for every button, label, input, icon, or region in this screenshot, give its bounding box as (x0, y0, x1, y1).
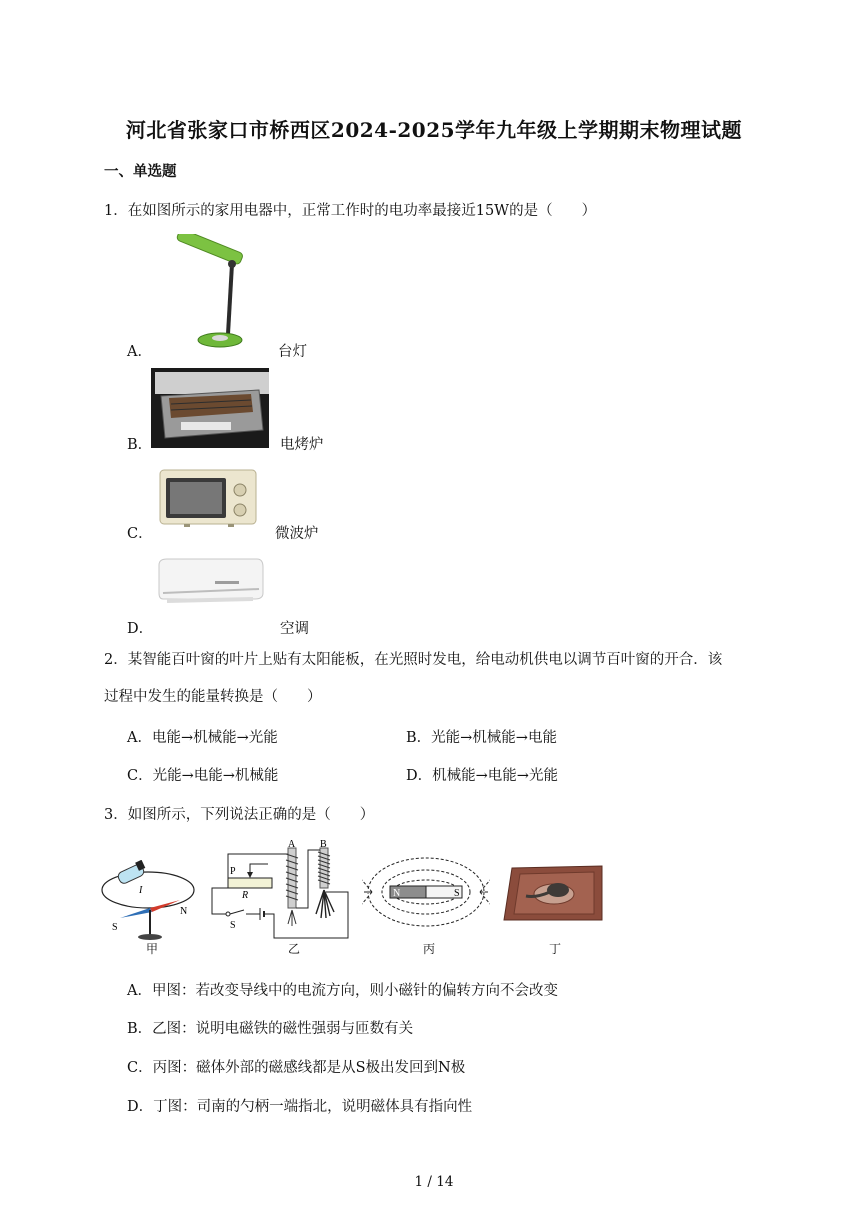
page-number: 1 / 14 (414, 1174, 454, 1190)
figure-yi-electromagnet-circuit (208, 840, 353, 940)
q3-option-d: D．丁图：司南的勺柄一端指北，说明磁体具有指向性 (127, 1099, 473, 1115)
q1-option-a-text: 台灯 (278, 344, 307, 360)
q2-option-b: B．光能→机械能→电能 (406, 730, 557, 746)
question-2-stem-line2: 过程中发生的能量转换是（ ） (104, 689, 322, 705)
q3-option-b: B．乙图：说明电磁铁的磁性强弱与匝数有关 (127, 1021, 414, 1037)
microwave-image (158, 468, 258, 528)
electric-grill-image (151, 368, 269, 448)
page-title: 河北省张家口市桥西区2024-2025学年九年级上学期期末物理试题 (125, 118, 743, 142)
q1-option-d-label: D． (127, 621, 154, 637)
label-a: A (288, 840, 296, 850)
q1-option-a-label: A． (127, 344, 152, 360)
section-heading: 一、单选题 (104, 163, 177, 180)
q2-option-d: D．机械能→电能→光能 (406, 768, 558, 784)
q1-option-c-label: C． (127, 526, 153, 542)
figure-bing-caption: 丙 (423, 942, 436, 956)
figure-ding-sinan-compass (498, 862, 608, 924)
label-magnet-n: N (393, 888, 401, 899)
q2-option-a: A．电能→机械能→光能 (127, 730, 278, 746)
question-1-stem: 1．在如图所示的家用电器中，正常工作时的电功率最接近15W的是（ ） (104, 203, 597, 219)
desk-lamp-image (168, 234, 248, 352)
label-r: R (242, 890, 249, 901)
figure-bing-bar-magnet-field (362, 850, 490, 938)
air-conditioner-image (153, 555, 265, 613)
label-switch-s: S (230, 920, 236, 931)
label-north: N (180, 906, 188, 917)
q1-option-b-text: 电烤炉 (280, 437, 324, 453)
figure-jia-caption: 甲 (146, 942, 159, 956)
question-3-stem: 3．如图所示，下列说法正确的是（ ） (104, 807, 375, 823)
q3-option-c: C．丙图：磁体外部的磁感线都是从S极出发回到N极 (127, 1060, 466, 1076)
q1-option-b-label: B． (127, 437, 153, 453)
question-2-stem-line1: 2．某智能百叶窗的叶片上贴有太阳能板，在光照时发电，给电动机供电以调节百叶窗的开合．该 (104, 652, 723, 668)
figure-ding-caption: 丁 (549, 942, 562, 956)
label-south: S (112, 922, 118, 933)
q2-option-c: C．光能→电能→机械能 (127, 768, 279, 784)
label-magnet-s: S (454, 888, 460, 899)
label-current-i: I (139, 885, 143, 896)
label-b: B (320, 840, 327, 850)
label-p: P (230, 866, 236, 877)
q1-option-d-text: 空调 (280, 621, 309, 637)
figure-jia-oersted-experiment (100, 860, 200, 945)
q3-option-a: A．甲图：若改变导线中的电流方向，则小磁针的偏转方向不会改变 (127, 983, 558, 999)
figure-yi-caption: 乙 (288, 942, 301, 956)
q1-option-c-text: 微波炉 (275, 526, 319, 542)
